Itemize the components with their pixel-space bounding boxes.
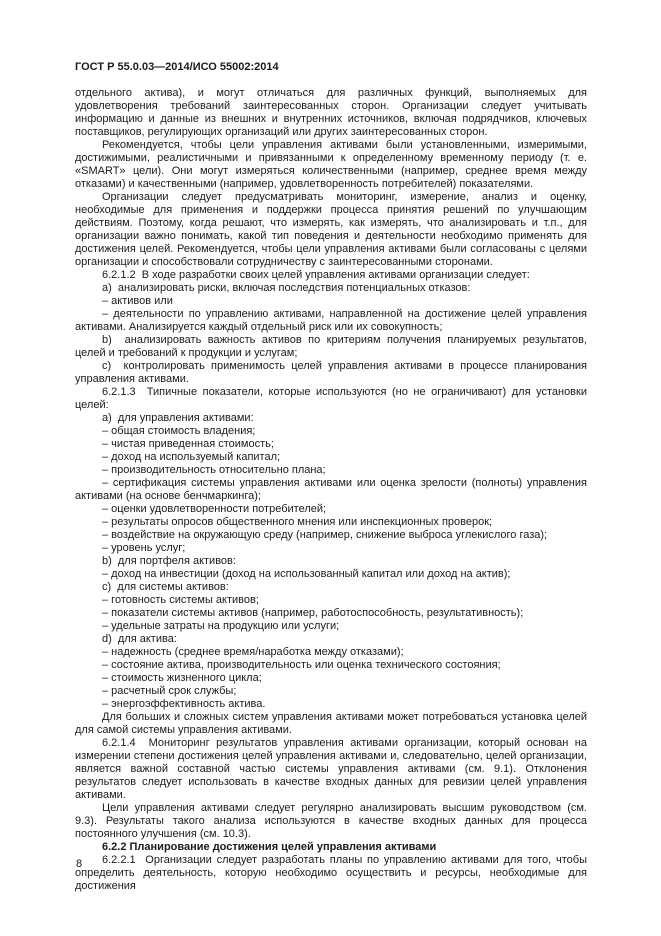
list-item: – производительность относительно плана; [102, 464, 326, 476]
list-item: – готовность системы активов; [102, 594, 259, 606]
list-item: – расчетный срок службы; [102, 685, 237, 697]
list-item-d-asset: d) для актива: [102, 633, 177, 645]
list-item-b-importance: b) анализировать важность активов по критериям получения планируемых результатов, целей и требований к продукции и услугам; [75, 334, 587, 359]
list-item: – воздействие на окружающую среду (например, снижение выброса углекислого газа); [102, 529, 548, 541]
list-item: – доход на инвестиции (доход на использованный капитал или доход на актив); [102, 568, 511, 580]
para-review-by-management: Цели управления активами следует регулярно анализировать высшим руководством (см. 9.3). Результаты такого анализа используются в качестве входных данных для процесса постоянного улучшения (см. 10.3). [75, 802, 587, 840]
list-item: – стоимость жизненного цикла; [102, 672, 262, 684]
running-header: ГОСТ Р 55.0.03—2014/ИСО 55002:2014 [75, 61, 279, 73]
list-item-a-risks: а) анализировать риски, включая последствия потенциальных отказов: [102, 282, 471, 294]
list-item-c-asset-system: c) для системы активов: [102, 581, 229, 593]
para-smart-criteria: Рекомендуется, чтобы цели управления активами были установленными, измеримыми, достижимыми, реалистичными и привязанными к определенному временному периоду (т. е. «SMART» цели). Они могут измеряться количественными (например, среднее время между отказами) и качественными (например, удовлетворенность потребителей) показателями. [75, 139, 587, 190]
clause-6-2-1-4: 6.2.1.4 Мониторинг результатов управления активами организации, который основан на измерении степени достижения целей управления активами и, следовательно, целей организации, является важной составной частью системы управления активами (см. 9.1). Отклонения результатов следует использовать в качестве входных данных для ревизии целей управления активами. [75, 737, 587, 801]
clause-6-2-1-2: 6.2.1.2 В ходе разработки своих целей управления активами организации следует: [102, 269, 530, 281]
list-item: – состояние актива, производительность или оценка технического состояния; [102, 659, 501, 671]
list-item-activity: – деятельности по управлению активами, направленной на достижение целей управления активами. Анализируется каждый отдельный риск или их совокупность; [75, 308, 587, 333]
para-large-systems: Для больших и сложных систем управления активами может потребоваться установка целей для самой системы управления активами. [75, 711, 587, 736]
heading-6-2-2: 6.2.2 Планирование достижения целей управления активами [102, 841, 437, 853]
para-monitoring-measurement: Организации следует предусматривать мониторинг, измерение, анализ и оценку, необходимые для применения и поддержки процесса принятия решений по улучшающим действиям. Поэтому, когда решают, что измерять, как измерять, что анализировать и т.п., для организации важно понимать, какой тип поведения и деятельности необходимо применять для достижения целей. Рекомендуется, чтобы цели управления активами были согласованы с целями организации и способствовали сотрудничеству с заинтересованными сторонами. [75, 191, 587, 268]
list-item: – доход на используемый капитал; [102, 451, 281, 463]
list-item-a-asset-management: а) для управления активами: [102, 412, 254, 424]
list-item: – результаты опросов общественного мнения или инспекционных проверок; [102, 516, 493, 528]
list-item: – общая стоимость владения; [102, 425, 256, 437]
list-item-c-control: c) контролировать применимость целей управления активами в процессе планирования управления активами. [75, 360, 587, 385]
para-continuation: отдельного актива), и могут отличаться для различных функций, выполняемых для удовлетворения требований заинтересованных сторон. Организации следует учитывать информацию и данные из внешних и внутренних источников, включая подрядчиков, ключевых поставщиков, регулирующих организаций или других заинтересованных сторон. [75, 87, 587, 138]
list-item: – показатели системы активов (например, работоспособность, результативность); [102, 607, 524, 619]
list-item-b-portfolio: b) для портфеля активов: [102, 555, 236, 567]
list-item: – энергоэффективность актива. [102, 698, 266, 710]
list-item: – уровень услуг; [102, 542, 186, 554]
page-number: 8 [76, 858, 83, 870]
list-item: – оценки удовлетворенности потребителей; [102, 503, 327, 515]
clause-6-2-1-3: 6.2.1.3 Типичные показатели, которые используются (но не ограничивают) для установки целей: [75, 386, 587, 411]
clause-6-2-2-1: 6.2.2.1 Организации следует разработать планы по управлению активами для того, чтобы определить деятельность, которую необходимо осуществить и ресурсы, необходимые для достижения [75, 854, 587, 892]
list-item: – чистая приведенная стоимость; [102, 438, 274, 450]
document-body [75, 87, 587, 893]
list-item-assets-or: – активов или [102, 295, 173, 307]
list-item: – удельные затраты на продукцию или услуги; [102, 620, 340, 632]
list-item: – сертификация системы управления активами или оценка зрелости (полноты) управления активами (на основе бенчмаркинга); [75, 477, 587, 502]
list-item: – надежность (среднее время/наработка между отказами); [102, 646, 404, 658]
